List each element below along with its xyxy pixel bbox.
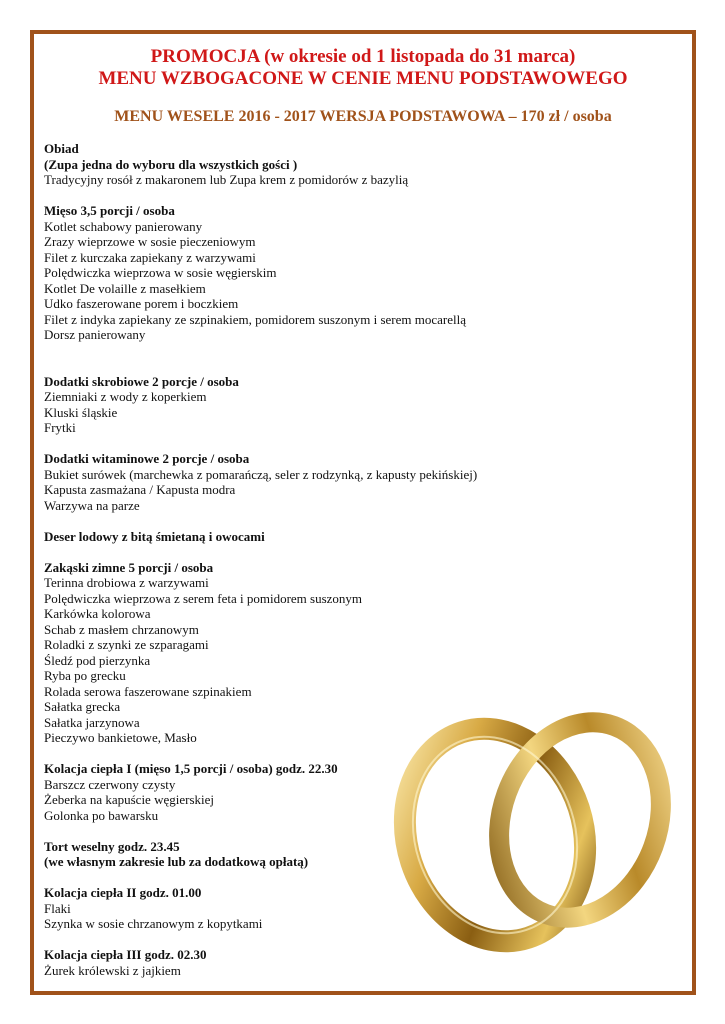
section-heading: Obiad: [44, 141, 79, 156]
item-list: [44, 389, 664, 436]
menu-item: Roladki z szynki ze szparagami: [44, 637, 209, 652]
menu-item: Żurek królewski z jajkiem: [44, 962, 181, 978]
promo-line-1: PROMOCJA (w okresie od 1 listopada do 31 marca): [150, 46, 576, 67]
section-heading: Kolacja ciepła I (mięso 1,5 porcji / osoba) godz. 22.30: [44, 761, 338, 776]
menu-title: MENU WESELE 2016 - 2017 WERSJA PODSTAWOWA – 170 zł / osoba: [114, 108, 612, 125]
section-mieso: [44, 203, 664, 343]
menu-item: Sałatka grecka: [44, 699, 121, 714]
menu-item: Warzywa na parze: [44, 497, 140, 513]
section-heading: Kolacja ciepła III godz. 02.30: [44, 947, 207, 962]
menu-item: Pieczywo bankietowe, Masło: [44, 730, 197, 745]
section-obiad: [44, 141, 664, 188]
menu-item: Ziemniaki z wody z koperkiem: [44, 389, 207, 404]
menu-item: Kapusta zasmażana / Kapusta modra: [44, 482, 236, 497]
menu-item: Schab z masłem chrzanowym: [44, 621, 199, 637]
menu-item: Filet z kurczaka zapiekany z warzywami: [44, 249, 256, 265]
menu-item: Szynka w sosie chrzanowym z kopytkami: [44, 916, 263, 931]
section-heading: Mięso 3,5 porcji / osoba: [44, 203, 175, 218]
menu-item: Udko faszerowane porem i boczkiem: [44, 296, 239, 311]
menu-item: Terinna drobiowa z warzywami: [44, 575, 209, 590]
section-heading: Zakąski zimne 5 porcji / osoba: [44, 559, 214, 575]
menu-item: Polędwiczka wieprzowa w sosie węgierskim: [44, 265, 277, 280]
section-subheading: (we własnym zakresie lub za dodatkową opłatą): [44, 854, 309, 869]
menu-item: Kotlet De volaille z masełkiem: [44, 280, 206, 296]
section-heading: Tort weselny godz. 23.45: [44, 838, 180, 854]
menu-item: Rolada serowa faszerowane szpinakiem: [44, 683, 252, 699]
section-deser: [44, 529, 664, 545]
menu-item: Flaki: [44, 900, 71, 916]
menu-item: Zrazy wieprzowe w sosie pieczeniowym: [44, 234, 256, 249]
menu-item: Żeberka na kapuście węgierskiej: [44, 792, 215, 807]
menu-item: Barszcz czerwony czysty: [44, 776, 176, 792]
menu-item: Sałatka jarzynowa: [44, 714, 140, 730]
section-skrobiowe: [44, 374, 664, 436]
section-heading: Dodatki skrobiowe 2 porcje / osoba: [44, 373, 239, 389]
wedding-rings-icon: [385, 700, 685, 955]
menu-item: Karkówka kolorowa: [44, 606, 151, 621]
menu-item: Frytki: [44, 420, 76, 435]
menu-item: Filet z indyka zapiekany ze szpinakiem, pomidorem suszonym i serem mocarellą: [44, 311, 467, 327]
menu-item: Ryba po grecku: [44, 668, 126, 683]
menu-item: Tradycyjny rosół z makaronem lub Zupa krem z pomidorów z bazylią: [44, 172, 409, 187]
promo-line-2: MENU WZBOGACONE W CENIE MENU PODSTAWOWEGO: [98, 68, 628, 89]
section-witaminowe: [44, 451, 664, 513]
section-heading: Deser lodowy z bitą śmietaną i owocami: [44, 528, 265, 544]
item-list: [44, 963, 664, 979]
menu-item: Kotlet schabowy panierowany: [44, 218, 203, 234]
item-list: [44, 172, 664, 188]
menu-item: Golonka po bawarsku: [44, 807, 159, 823]
section-heading: Dodatki witaminowe 2 porcje / osoba: [44, 451, 250, 466]
item-list: [44, 467, 664, 514]
menu-item: Kluski śląskie: [44, 404, 118, 420]
section-subheading: (Zupa jedna do wyboru dla wszystkich gości ): [44, 156, 298, 172]
menu-item: Śledź pod pierzynka: [44, 652, 151, 668]
menu-item: Polędwiczka wieprzowa z serem feta i pomidorem suszonym: [44, 590, 363, 606]
item-list: [44, 219, 664, 343]
menu-item: Bukiet surówek (marchewka z pomarańczą, seler z rodzynką, z kapusty pekińskiej): [44, 466, 478, 482]
section-heading: Kolacja ciepła II godz. 01.00: [44, 885, 202, 900]
menu-item: Dorsz panierowany: [44, 327, 146, 342]
